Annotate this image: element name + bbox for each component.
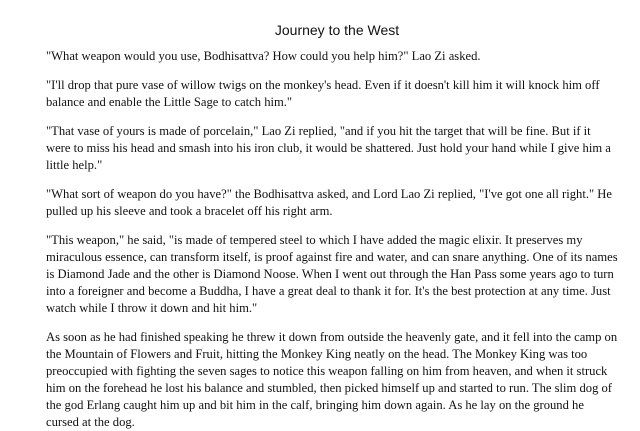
paragraph-2: "I'll drop that pure vase of willow twigs on the monkey's head. Even if it doesn't kill him it will knock him off balance and enable the Little Sage to catch him."	[46, 78, 600, 109]
paragraph-3: "That vase of yours is made of porcelain," Lao Zi replied, "and if you hit the target that will be fine. But if it were to miss his head and smash into his iron club, it would be shattered. Just hold your hand while I give him a little help."	[46, 124, 611, 172]
paragraph-5: "This weapon," he said, "is made of tempered steel to which I have added the magic elixir. It preserves my miraculous essence, can transform itself, is proof against fire and water, and can snare anything. One of its names is Diamond Jade and the other is Diamond Noose. When I went out through the Han Pass some years ago to turn into a foreigner and become a Buddha, I have a great deal to thank it for. It's the best protection at any time. Just watch while I throw it down and hit him."	[46, 233, 618, 315]
paragraph-4: "What sort of weapon do you have?" the Bodhisattva asked, and Lord Lao Zi replied, "I've got one all right." He pulled up his sleeve and took a bracelet off his right arm.	[46, 187, 612, 218]
document-title: Journey to the West	[274, 22, 400, 38]
paragraph-6: As soon as he had finished speaking he threw it down from outside the heavenly gate, and it fell into the camp on the Mountain of Flowers and Fruit, hitting the Monkey King neatly on the head. The Monkey King was too preoccupied with fighting the seven sages to notice this weapon falling on him from heaven, and when it struck him on the forehead he lost his balance and stumbled, then picked himself up and started to run. The slim dog of the god Erlang caught him up and bit him in the calf, bringing him down again. As he lay on the ground he cursed at the dog.	[46, 330, 618, 429]
paragraph-1: "What weapon would you use, Bodhisattva? How could you help him?" Lao Zi asked.	[46, 49, 481, 63]
